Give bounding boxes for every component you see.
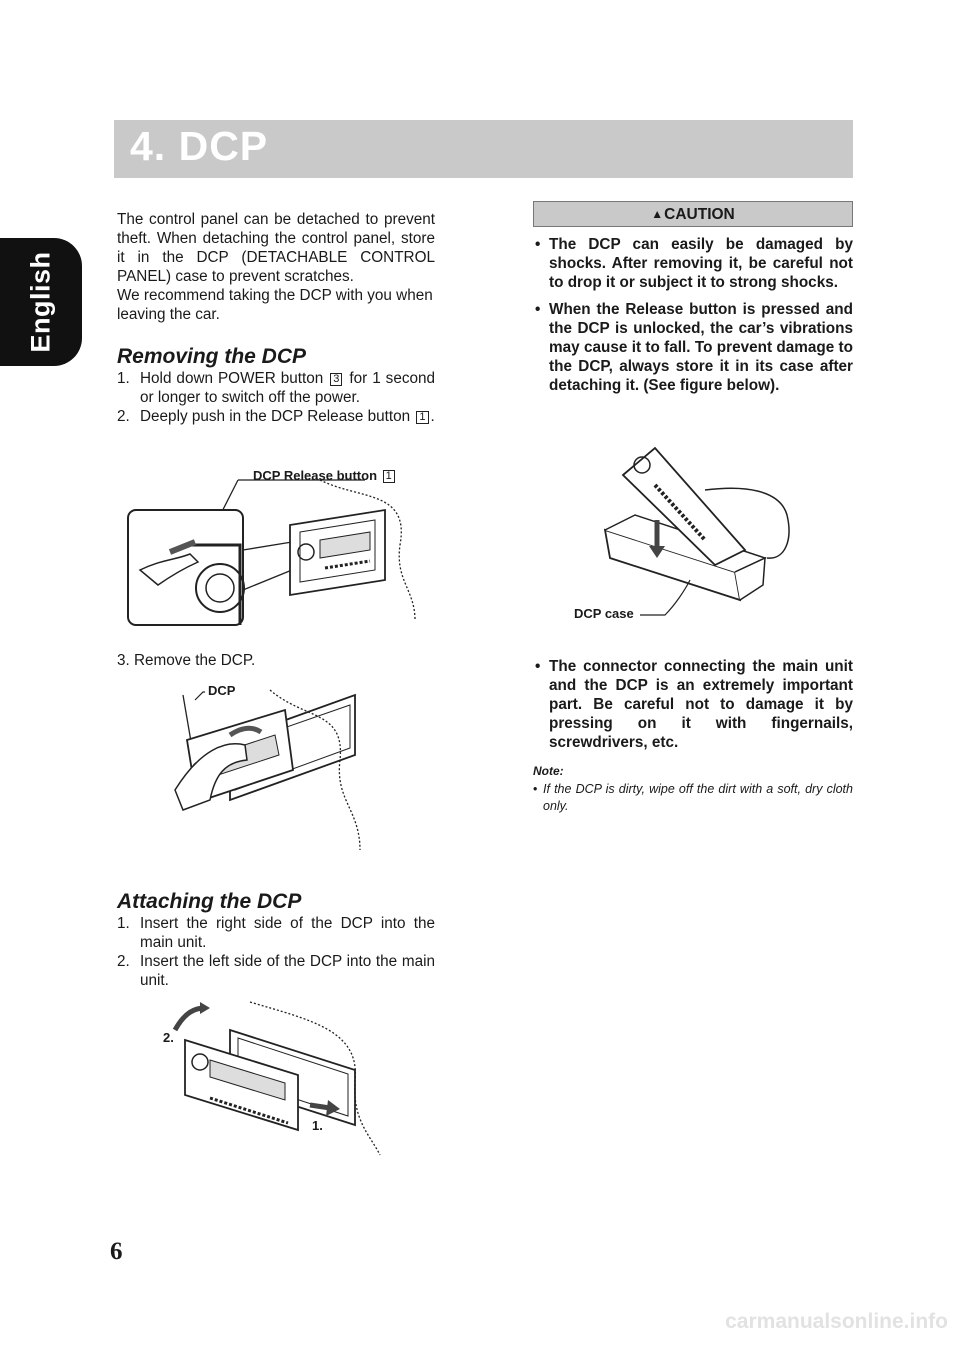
attach-dcp-illustration	[170, 1000, 390, 1160]
step-text: Insert the left side of the DCP into the main unit.	[140, 953, 435, 989]
dcp-case-illustration	[595, 440, 805, 620]
attaching-step-1	[117, 914, 435, 952]
step-text: for 1 second or longer to switch off the power.	[140, 370, 436, 406]
step-number: 2.	[117, 953, 130, 970]
attaching-step-2	[117, 952, 435, 990]
watermark: carmanualsonline.info	[725, 1310, 948, 1333]
step-number: 2.	[117, 408, 130, 425]
dcp-case-label: DCP case	[574, 606, 634, 621]
warning-icon: ▲	[651, 207, 664, 221]
removing-step-3	[117, 651, 255, 670]
step-text: 3. Remove the DCP.	[117, 652, 256, 669]
attach-step-2-label: 2.	[163, 1030, 174, 1045]
caution-list	[533, 235, 853, 395]
removing-step-1	[117, 369, 435, 407]
attaching-section	[117, 890, 435, 990]
dcp-figure-label: DCP	[208, 683, 236, 698]
release-button-key: 1	[416, 411, 428, 424]
figure-label-text: DCP Release button	[253, 468, 378, 483]
right-column	[533, 201, 853, 403]
caution-title: CAUTION	[664, 206, 735, 223]
left-column	[117, 210, 435, 426]
connector-warning-list	[533, 657, 853, 752]
caution-item: • The DCP can easily be damaged by shocks. After removing it, be careful not to drop it or subject it to strong shocks.	[533, 235, 853, 292]
step-text: .	[430, 408, 435, 425]
intro-recommendation: We recommend taking the DCP with you when leaving the car.	[117, 287, 433, 323]
right-lower-section	[533, 657, 853, 815]
attaching-steps	[117, 914, 435, 990]
language-tab	[0, 238, 82, 366]
step-text: Insert the right side of the DCP into the main unit.	[140, 915, 435, 951]
caution-item: • When the Release button is pressed and the DCP is unlocked, the car’s vibrations may cause it to fall. To prevent damage to the DCP, always store it in its case after detaching it. (See figure below).	[533, 300, 853, 395]
removing-heading: Removing the DCP	[117, 345, 307, 368]
step-text: Hold down POWER button	[140, 370, 324, 387]
step-text: Deeply push in the DCP Release button	[140, 408, 411, 425]
power-button-key: 3	[330, 373, 342, 386]
page-number: 6	[110, 1238, 123, 1265]
caution-header	[533, 201, 853, 227]
intro-paragraph: The control panel can be detached to prevent theft. When detaching the control panel, store it in the DCP (DETACHABLE CONTROL PANEL) case to prevent scratches.	[117, 211, 435, 285]
removing-step-2	[117, 407, 435, 426]
release-button-key: 1	[383, 470, 395, 483]
release-button-illustration	[120, 470, 440, 635]
connector-warning: • The connector connecting the main unit and the DCP is an extremely important part. Be careful not to damage it by pressing on it with fingernails, screwdrivers, etc.	[533, 657, 853, 752]
section-title-bar	[114, 120, 853, 178]
note-text: • If the DCP is dirty, wipe off the dirt with a soft, dry cloth only.	[533, 781, 853, 815]
attach-step-1-label: 1.	[312, 1118, 323, 1133]
remove-dcp-illustration	[175, 690, 375, 855]
step-number: 1.	[117, 370, 130, 387]
note-title: Note:	[533, 764, 564, 778]
section-title: 4. DCP	[130, 123, 269, 169]
attaching-heading: Attaching the DCP	[117, 890, 302, 913]
language-tab-label: English	[25, 251, 56, 353]
removing-steps	[117, 369, 435, 426]
step-number: 1.	[117, 915, 130, 932]
